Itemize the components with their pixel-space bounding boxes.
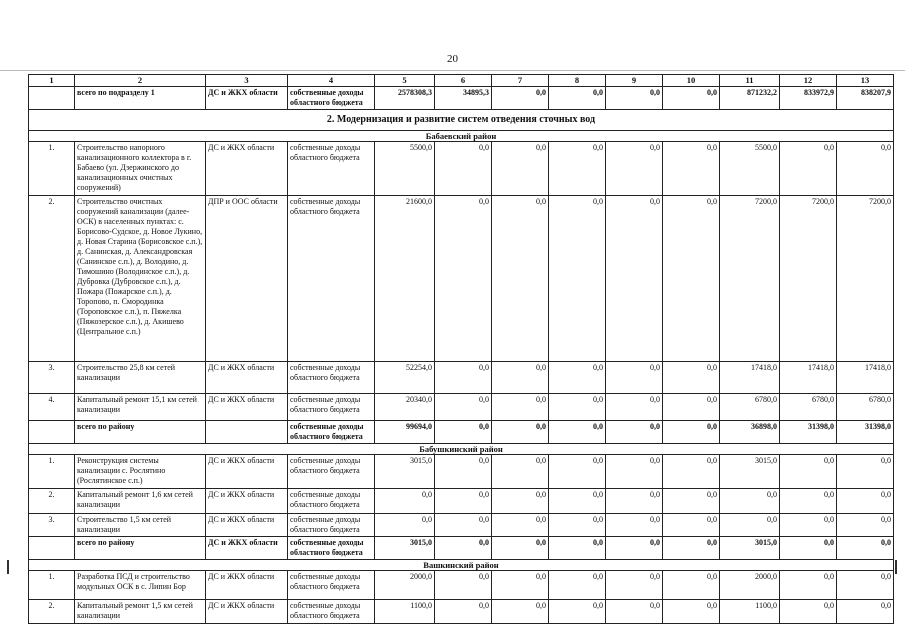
executor-cell: ДПР и ООС области — [206, 196, 288, 362]
table-body — [29, 75, 894, 624]
value-cell: 0,0 — [606, 142, 663, 196]
value-cell: 0,0 — [837, 537, 894, 560]
value-cell: 0,0 — [663, 362, 720, 394]
value-cell: 0,0 — [549, 362, 606, 394]
district-title-row — [29, 131, 894, 142]
column-number-header: 12 — [780, 75, 837, 87]
value-cell: 0,0 — [606, 362, 663, 394]
value-cell: 0,0 — [549, 394, 606, 421]
page-number: 20 — [447, 53, 458, 65]
value-cell: 0,0 — [606, 421, 663, 444]
value-cell: 0,0 — [549, 455, 606, 489]
value-cell: 2578308,3 — [375, 87, 435, 110]
value-cell: 7200,0 — [780, 196, 837, 362]
top-rule — [0, 70, 905, 71]
value-cell: 0,0 — [663, 421, 720, 444]
value-cell: 0,0 — [780, 142, 837, 196]
source-cell: собственные доходы областного бюджета — [288, 87, 375, 110]
value-cell: 0,0 — [606, 87, 663, 110]
value-cell: 31398,0 — [837, 421, 894, 444]
total-row — [29, 421, 894, 444]
value-cell: 1100,0 — [720, 600, 780, 624]
section-title-row — [29, 110, 894, 131]
name-cell: всего по району — [75, 421, 206, 444]
table-row — [29, 571, 894, 600]
value-cell: 17418,0 — [837, 362, 894, 394]
column-number-row — [29, 75, 894, 87]
value-cell: 0,0 — [606, 455, 663, 489]
value-cell: 0,0 — [663, 537, 720, 560]
value-cell: 0,0 — [492, 537, 549, 560]
value-cell: 3015,0 — [720, 455, 780, 489]
value-cell: 0,0 — [492, 87, 549, 110]
value-cell: 0,0 — [492, 455, 549, 489]
name-cell: Капитальный ремонт 1,6 км сетей канализации — [75, 489, 206, 514]
value-cell: 20340,0 — [375, 394, 435, 421]
column-number-header: 9 — [606, 75, 663, 87]
source-cell: собственные доходы областного бюджета — [288, 537, 375, 560]
name-cell: Строительство очистных сооружений канализации (далее-ОСК) в населенных пунктах: с. Борисово-Судское, д. Новое Лукино, д. Новая Старина (Борисовское с.п.), д. Санинская, д. Александровская (Санинское с.п.), д. Володино, д. Тимошино (Володинское с.п.), д. Дубровка (Дубровское с.п.), д. Пожара (Пожарское с.п.), д. Торопово, п. Смородинка (Тороповское с.п.), п. Пяжелка (Пяжозерское с.п.), д. Акишево (Центральное с.п.) — [75, 196, 206, 362]
value-cell: 0,0 — [435, 196, 492, 362]
column-number-header: 13 — [837, 75, 894, 87]
executor-cell: ДС и ЖКХ области — [206, 142, 288, 196]
value-cell: 0,0 — [606, 489, 663, 514]
value-cell: 0,0 — [435, 514, 492, 537]
row-number-cell: 2. — [29, 196, 75, 362]
value-cell: 0,0 — [606, 571, 663, 600]
value-cell: 0,0 — [780, 455, 837, 489]
value-cell: 0,0 — [549, 571, 606, 600]
value-cell: 0,0 — [549, 421, 606, 444]
name-cell: Строительство 25,8 км сетей канализации — [75, 362, 206, 394]
table-row — [29, 142, 894, 196]
value-cell: 0,0 — [492, 394, 549, 421]
value-cell: 0,0 — [720, 514, 780, 537]
value-cell: 0,0 — [606, 514, 663, 537]
district-title-row — [29, 560, 894, 571]
name-cell: всего по подразделу 1 — [75, 87, 206, 110]
value-cell: 0,0 — [492, 196, 549, 362]
value-cell: 2000,0 — [375, 571, 435, 600]
name-cell: всего по району — [75, 537, 206, 560]
row-number-cell: 3. — [29, 514, 75, 537]
value-cell: 0,0 — [492, 362, 549, 394]
row-number-cell: 1. — [29, 571, 75, 600]
row-number-cell: 1. — [29, 455, 75, 489]
value-cell: 0,0 — [492, 142, 549, 196]
executor-cell: ДС и ЖКХ области — [206, 489, 288, 514]
value-cell: 0,0 — [780, 489, 837, 514]
value-cell: 17418,0 — [720, 362, 780, 394]
row-number-cell: 4. — [29, 394, 75, 421]
row-number-cell: 3. — [29, 362, 75, 394]
name-cell: Строительство напорного канализационного коллектора в г. Бабаево (ул. Дзержинского до канализационных очистных сооружений) — [75, 142, 206, 196]
value-cell: 0,0 — [663, 87, 720, 110]
value-cell: 0,0 — [435, 362, 492, 394]
value-cell: 7200,0 — [720, 196, 780, 362]
value-cell: 0,0 — [435, 571, 492, 600]
value-cell: 0,0 — [720, 489, 780, 514]
value-cell: 7200,0 — [837, 196, 894, 362]
source-cell: собственные доходы областного бюджета — [288, 489, 375, 514]
value-cell: 0,0 — [606, 394, 663, 421]
value-cell: 0,0 — [549, 600, 606, 624]
value-cell: 99694,0 — [375, 421, 435, 444]
value-cell: 0,0 — [549, 514, 606, 537]
value-cell: 0,0 — [435, 537, 492, 560]
value-cell: 0,0 — [549, 142, 606, 196]
source-cell: собственные доходы областного бюджета — [288, 600, 375, 624]
executor-cell: ДС и ЖКХ области — [206, 394, 288, 421]
value-cell: 0,0 — [663, 394, 720, 421]
left-edge-mark — [7, 560, 9, 574]
source-cell: собственные доходы областного бюджета — [288, 514, 375, 537]
value-cell: 0,0 — [837, 514, 894, 537]
value-cell: 0,0 — [780, 514, 837, 537]
table-row — [29, 196, 894, 362]
column-number-header: 1 — [29, 75, 75, 87]
value-cell: 5500,0 — [375, 142, 435, 196]
value-cell: 36898,0 — [720, 421, 780, 444]
value-cell: 52254,0 — [375, 362, 435, 394]
value-cell: 0,0 — [663, 455, 720, 489]
value-cell: 0,0 — [606, 537, 663, 560]
name-cell: Капитальный ремонт 1,5 км сетей канализации — [75, 600, 206, 624]
name-cell: Капитальный ремонт 15,1 км сетей канализации — [75, 394, 206, 421]
value-cell: 3015,0 — [375, 537, 435, 560]
source-cell: собственные доходы областного бюджета — [288, 142, 375, 196]
value-cell: 0,0 — [663, 571, 720, 600]
value-cell: 0,0 — [663, 489, 720, 514]
column-number-header: 3 — [206, 75, 288, 87]
table-row — [29, 514, 894, 537]
value-cell: 6780,0 — [780, 394, 837, 421]
executor-cell: ДС и ЖКХ области — [206, 87, 288, 110]
value-cell: 0,0 — [663, 142, 720, 196]
value-cell: 6780,0 — [720, 394, 780, 421]
budget-table — [28, 74, 894, 624]
value-cell: 0,0 — [780, 571, 837, 600]
value-cell: 0,0 — [780, 600, 837, 624]
value-cell: 0,0 — [837, 600, 894, 624]
column-number-header: 5 — [375, 75, 435, 87]
value-cell: 0,0 — [435, 394, 492, 421]
total-row — [29, 537, 894, 560]
column-number-header: 10 — [663, 75, 720, 87]
source-cell: собственные доходы областного бюджета — [288, 394, 375, 421]
executor-cell: ДС и ЖКХ области — [206, 537, 288, 560]
value-cell: 871232,2 — [720, 87, 780, 110]
executor-cell: ДС и ЖКХ области — [206, 571, 288, 600]
value-cell: 0,0 — [435, 421, 492, 444]
row-number-cell — [29, 87, 75, 110]
source-cell: собственные доходы областного бюджета — [288, 421, 375, 444]
value-cell: 0,0 — [837, 489, 894, 514]
row-number-cell: 2. — [29, 600, 75, 624]
district-title: Бабушкинский район — [29, 444, 894, 455]
row-number-cell — [29, 537, 75, 560]
executor-cell: ДС и ЖКХ области — [206, 600, 288, 624]
value-cell: 0,0 — [663, 600, 720, 624]
table-row — [29, 362, 894, 394]
value-cell: 21600,0 — [375, 196, 435, 362]
table-row — [29, 489, 894, 514]
column-number-header: 8 — [549, 75, 606, 87]
value-cell: 1100,0 — [375, 600, 435, 624]
value-cell: 0,0 — [492, 421, 549, 444]
value-cell: 0,0 — [492, 514, 549, 537]
executor-cell: ДС и ЖКХ области — [206, 362, 288, 394]
value-cell: 0,0 — [549, 196, 606, 362]
value-cell: 34895,3 — [435, 87, 492, 110]
value-cell: 0,0 — [663, 196, 720, 362]
executor-cell — [206, 421, 288, 444]
column-number-header: 11 — [720, 75, 780, 87]
row-number-cell: 2. — [29, 489, 75, 514]
district-title: Вашкинский район — [29, 560, 894, 571]
value-cell: 0,0 — [375, 489, 435, 514]
district-title-row — [29, 444, 894, 455]
value-cell: 3015,0 — [375, 455, 435, 489]
value-cell: 0,0 — [435, 455, 492, 489]
name-cell: Разработка ПСД и строительство модульных ОСК в с. Липин Бор — [75, 571, 206, 600]
value-cell: 17418,0 — [780, 362, 837, 394]
value-cell: 0,0 — [549, 87, 606, 110]
name-cell: Реконструкция системы канализации с. Рослятино (Рослятинское с.п.) — [75, 455, 206, 489]
district-title: Бабаевский район — [29, 131, 894, 142]
value-cell: 0,0 — [549, 489, 606, 514]
value-cell: 5500,0 — [720, 142, 780, 196]
source-cell: собственные доходы областного бюджета — [288, 571, 375, 600]
column-number-header: 6 — [435, 75, 492, 87]
value-cell: 0,0 — [663, 514, 720, 537]
value-cell: 0,0 — [492, 489, 549, 514]
value-cell: 0,0 — [435, 600, 492, 624]
value-cell: 2000,0 — [720, 571, 780, 600]
right-edge-mark — [895, 560, 897, 574]
source-cell: собственные доходы областного бюджета — [288, 455, 375, 489]
value-cell: 0,0 — [549, 537, 606, 560]
executor-cell: ДС и ЖКХ области — [206, 455, 288, 489]
source-cell: собственные доходы областного бюджета — [288, 362, 375, 394]
value-cell: 0,0 — [606, 196, 663, 362]
value-cell: 6780,0 — [837, 394, 894, 421]
value-cell: 0,0 — [435, 489, 492, 514]
row-number-cell — [29, 421, 75, 444]
value-cell: 0,0 — [375, 514, 435, 537]
value-cell: 0,0 — [492, 571, 549, 600]
name-cell: Строительство 1,5 км сетей канализации — [75, 514, 206, 537]
section-title: 2. Модернизация и развитие систем отведения сточных вод — [29, 110, 894, 131]
value-cell: 0,0 — [837, 571, 894, 600]
table-row — [29, 600, 894, 624]
value-cell: 0,0 — [606, 600, 663, 624]
value-cell: 31398,0 — [780, 421, 837, 444]
value-cell: 0,0 — [492, 600, 549, 624]
value-cell: 833972,9 — [780, 87, 837, 110]
value-cell: 0,0 — [837, 142, 894, 196]
value-cell: 0,0 — [780, 537, 837, 560]
column-number-header: 7 — [492, 75, 549, 87]
column-number-header: 2 — [75, 75, 206, 87]
row-number-cell: 1. — [29, 142, 75, 196]
value-cell: 838207,9 — [837, 87, 894, 110]
table-row — [29, 394, 894, 421]
value-cell: 0,0 — [435, 142, 492, 196]
table-row — [29, 455, 894, 489]
total-row — [29, 87, 894, 110]
source-cell: собственные доходы областного бюджета — [288, 196, 375, 362]
value-cell: 0,0 — [837, 455, 894, 489]
executor-cell: ДС и ЖКХ области — [206, 514, 288, 537]
value-cell: 3015,0 — [720, 537, 780, 560]
column-number-header: 4 — [288, 75, 375, 87]
